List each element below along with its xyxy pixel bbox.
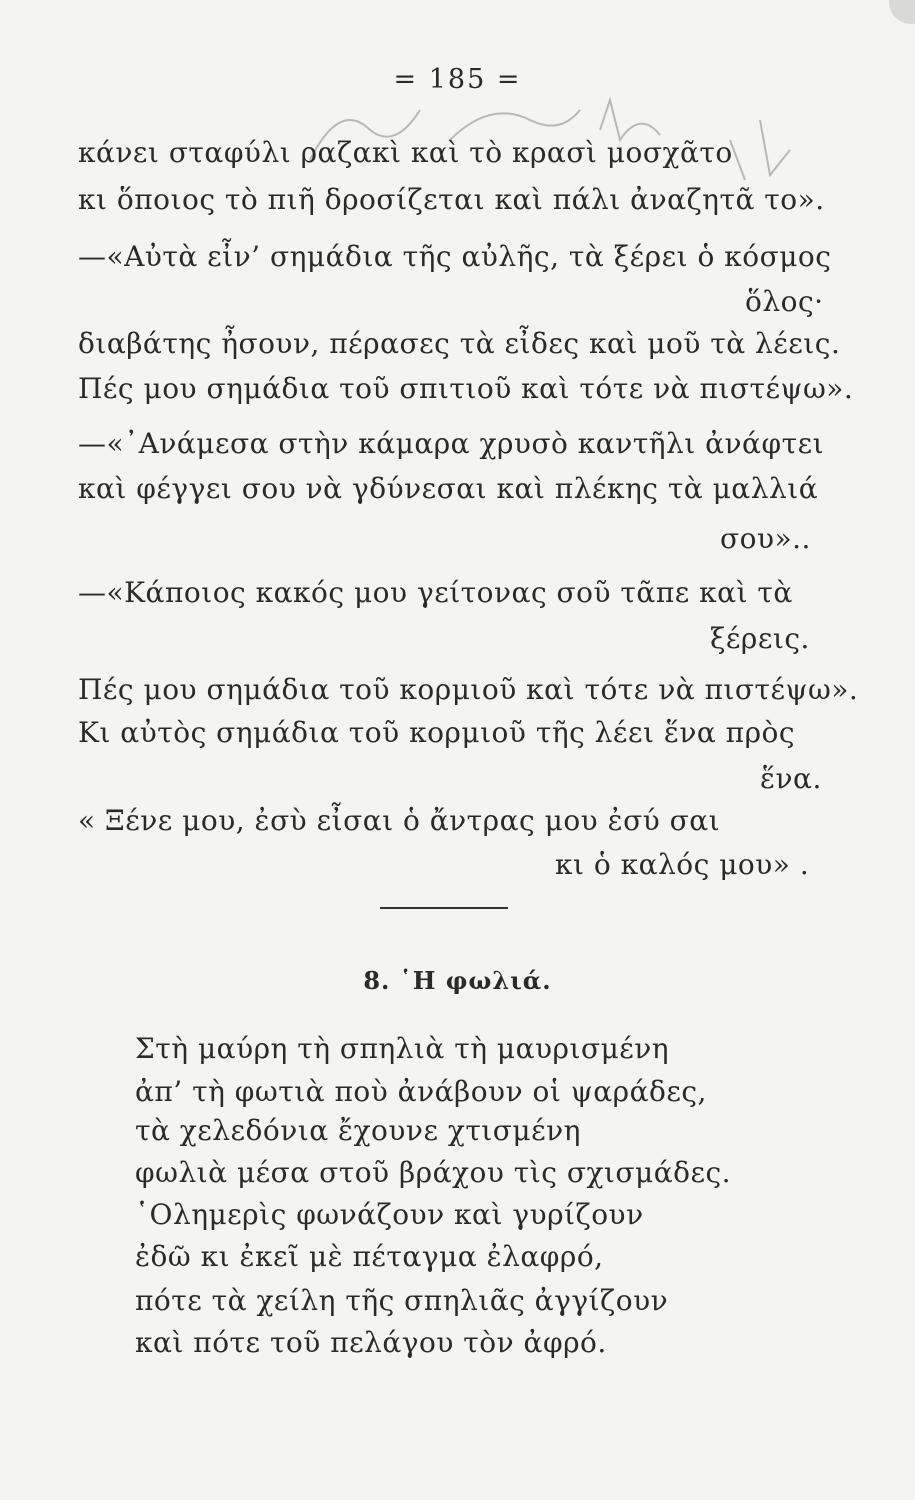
- verse-line: —«Αὐτὰ εἶν’ σημάδια τῆς αὐλῆς, τὰ ξέρει ὁ κόσμος: [78, 240, 832, 273]
- verse-line: ξέρεις.: [710, 622, 810, 655]
- verse-line: ἕνα.: [760, 762, 822, 795]
- verse-line: Πές μου σημάδια τοῦ σπιτιοῦ καὶ τότε νὰ πιστέψω».: [78, 372, 854, 405]
- section-title: 8. ῾Η φωλιά.: [363, 966, 552, 995]
- verse-line: —«Κάποιος κακός μου γείτονας σοῦ τᾶπε καὶ τὰ: [78, 576, 793, 609]
- verse-line: καὶ πότε τοῦ πελάγου τὸν ἀφρό.: [135, 1326, 607, 1359]
- verse-line: τὰ χελεδόνια ἔχουνε χτισμένη: [135, 1114, 581, 1147]
- page-number: = 185 =: [393, 64, 522, 95]
- verse-line: Πές μου σημάδια τοῦ κορμιοῦ καὶ τότε νὰ πιστέψω».: [78, 673, 859, 706]
- verse-line: διαβάτης ἦσουν, πέρασες τὰ εἶδες καὶ μοῦ τὰ λέεις.: [78, 327, 841, 360]
- verse-line: κι ὅποιος τὸ πιῆ δροσίζεται καὶ πάλι ἀναζητᾶ το».: [78, 183, 825, 216]
- verse-line: πότε τὰ χείλη τῆς σπηλιᾶς ἀγγίζουν: [135, 1284, 669, 1317]
- verse-line: Στὴ μαύρη τὴ σπηλιὰ τὴ μαυρισμένη: [135, 1032, 670, 1065]
- verse-line: καὶ φέγγει σου νὰ γδύνεσαι καὶ πλέκης τὰ μαλλιά: [78, 472, 819, 505]
- pencil-scribble: [300, 80, 820, 190]
- verse-line: σου»..: [720, 522, 811, 555]
- section-divider: [380, 907, 508, 909]
- verse-line: ῾Ολημερὶς φωνάζουν καὶ γυρίζουν: [135, 1198, 644, 1231]
- verse-line: φωλιὰ μέσα στοῦ βράχου τὶς σχισμάδες.: [135, 1156, 732, 1189]
- verse-line: κι ὁ καλός μου» .: [555, 848, 810, 881]
- verse-line: —«᾿Ανάμεσα στὴν κάμαρα χρυσὸ καντῆλι ἀνάφτει: [78, 427, 825, 460]
- verse-line: ὅλος·: [745, 285, 824, 318]
- corner-stain: [889, 0, 915, 24]
- verse-line: « Ξένε μου, ἐσὺ εἶσαι ὁ ἄντρας μου ἐσύ σαι: [78, 804, 721, 837]
- verse-line: ἀπ’ τὴ φωτιὰ ποὺ ἀνάβουν οἱ ψαράδες,: [135, 1075, 707, 1108]
- verse-line: κάνει σταφύλι ραζακὶ καὶ τὸ κρασὶ μοσχᾶτο: [78, 136, 733, 169]
- verse-line: Κι αὐτὸς σημάδια τοῦ κορμιοῦ τῆς λέει ἕνα πρὸς: [78, 716, 796, 749]
- verse-line: ἐδῶ κι ἐκεῖ μὲ πέταγμα ἐλαφρό,: [135, 1240, 604, 1273]
